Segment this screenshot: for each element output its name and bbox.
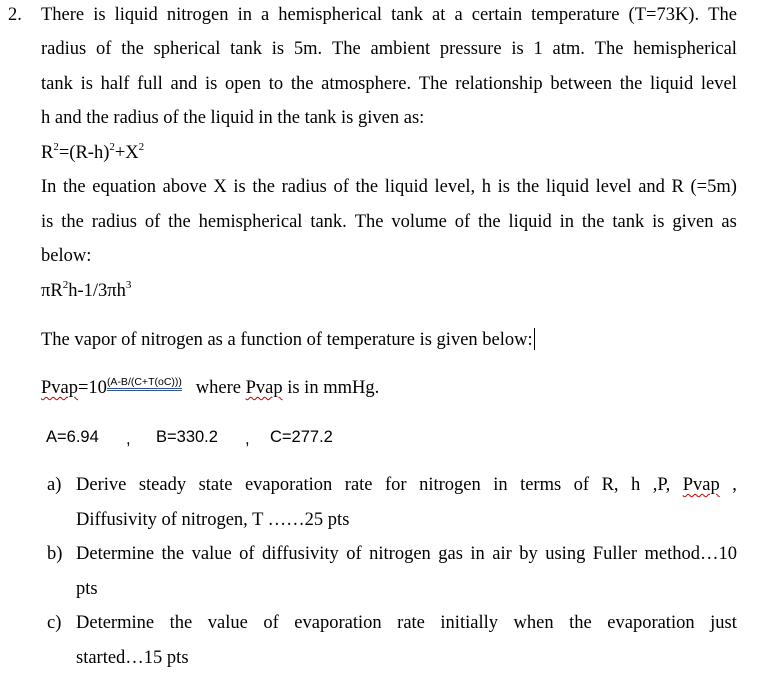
word: level (595, 177, 632, 197)
word: Determine (76, 613, 155, 633)
pvap-exponent: (A-B/(C+T(oC))) (106, 375, 182, 388)
part-c-line-1 (76, 611, 737, 635)
intro-line-4: h and the radius of the liquid in the tank is given as: (41, 108, 425, 128)
word: atmosphere. (321, 74, 412, 94)
word: spherical (153, 39, 221, 59)
word: The (594, 39, 624, 59)
word: of (333, 177, 349, 197)
word: nitrogen (166, 5, 229, 25)
word: air (492, 544, 512, 564)
pvap-symbol: Pvap (41, 378, 78, 398)
word: tank (391, 5, 423, 25)
word: just (710, 613, 737, 633)
word: tank (612, 212, 645, 232)
word: Determine (76, 544, 155, 564)
word: initially (440, 613, 498, 633)
word: value (191, 544, 232, 564)
intro-line-2 (41, 37, 737, 61)
word: a (261, 5, 270, 25)
constant-c: C=277.2 (270, 428, 333, 446)
word: (=5m) (690, 177, 737, 197)
word: is (497, 177, 510, 197)
word: liquid (114, 5, 158, 25)
word: gas (438, 544, 463, 564)
word: hemispherical (198, 212, 303, 232)
word: R, (601, 475, 619, 495)
word: atm. (552, 39, 585, 59)
vapor-intro[interactable] (41, 328, 535, 352)
word: and (638, 177, 665, 197)
part-b-line-2: pts (76, 579, 98, 599)
word: Fuller (592, 544, 637, 564)
word: level, (434, 177, 476, 197)
word: tank (230, 39, 263, 59)
word: half (100, 74, 130, 94)
word: the (355, 177, 379, 197)
pvap-equation: $Pvap=10^{(A-B/(C+T(oC)))}$ where Pvap is in mmHg. (41, 375, 380, 398)
word: a (454, 5, 463, 25)
explain-line-3: below: (41, 246, 92, 266)
word: is (271, 39, 285, 59)
word: the (619, 74, 643, 94)
word: relationship (455, 74, 543, 94)
word: liquid (508, 212, 552, 232)
word: steady (138, 475, 187, 495)
constant-sep-1: , (126, 430, 131, 448)
word: (T=73K). (628, 5, 700, 25)
word: liquid (650, 74, 694, 94)
part-b-label: b) (47, 544, 63, 564)
word: The (418, 74, 448, 94)
word: using (545, 544, 586, 564)
word: temperature (531, 5, 620, 25)
word: to (268, 74, 284, 94)
word: of (346, 544, 362, 564)
word: , (732, 475, 737, 495)
word: the (569, 613, 592, 633)
word: 1 (533, 39, 543, 59)
word: liquid (384, 177, 428, 197)
word: is (511, 39, 524, 59)
word: state (198, 475, 233, 495)
word: hemispherical (278, 5, 383, 25)
word: the (581, 212, 605, 232)
word: is (204, 74, 218, 94)
constant-sep-2: , (245, 430, 250, 448)
word: of (144, 212, 161, 232)
word: R (671, 177, 684, 197)
word: Pvap (682, 475, 720, 495)
word: the (290, 74, 314, 94)
word: In (41, 177, 57, 197)
word: diffusivity (262, 544, 339, 564)
part-a-line-1 (76, 473, 737, 497)
word: the (63, 177, 86, 197)
word: the (121, 39, 144, 59)
word: the (169, 613, 193, 633)
word: The (354, 212, 384, 232)
problem-number: 2. (8, 5, 22, 25)
word: of (573, 475, 590, 495)
word: X (213, 177, 227, 197)
word: liquid (545, 177, 589, 197)
word: in (493, 475, 508, 495)
word: terms (520, 475, 562, 495)
word: by (519, 544, 538, 564)
word: nitrogen (419, 475, 481, 495)
explain-line-2 (41, 210, 737, 234)
explain-line-1 (41, 175, 737, 199)
word: of (263, 613, 279, 633)
word: the (516, 177, 540, 197)
word: between (550, 74, 612, 94)
word: Derive (76, 475, 127, 495)
word: in (470, 544, 485, 564)
word: in (237, 5, 252, 25)
word: above (162, 177, 207, 197)
word: for (385, 475, 407, 495)
intro-line-1 (41, 3, 737, 27)
word: at (432, 5, 446, 25)
word: The (331, 39, 361, 59)
word: when (513, 613, 554, 633)
word: the (478, 212, 501, 232)
word: the (168, 212, 191, 232)
word: The (708, 5, 737, 25)
word: evaporation (244, 475, 333, 495)
word: full (137, 74, 163, 94)
word: level (700, 74, 737, 94)
word: equation (92, 177, 156, 197)
pvap-symbol-2: Pvap (245, 378, 283, 398)
word: and (170, 74, 198, 94)
part-a-line-2: Diffusivity of nitrogen, T ……25 pts (76, 510, 350, 530)
word: given (672, 212, 714, 232)
word: the (161, 544, 185, 564)
vapor-intro-text: The vapor of nitrogen as a function of temperature is given below: (41, 330, 533, 350)
word: volume (391, 212, 447, 232)
equation-volume: $\pi R^2h-1/3\pi h^3$ (41, 278, 132, 301)
word: value (207, 613, 248, 633)
word: radius (91, 212, 137, 232)
word: is (80, 74, 93, 94)
text-cursor (534, 328, 535, 350)
word: h (481, 177, 491, 197)
word: the (61, 212, 84, 232)
word: open (225, 74, 262, 94)
word: ,P, (652, 475, 671, 495)
word: evaporation (607, 613, 695, 633)
word: method…10 (644, 544, 737, 564)
word: rate (397, 613, 425, 633)
word: h (631, 475, 641, 495)
word: radius (281, 177, 327, 197)
equation-circle: $R^2=(R-h)^2+X^2$ (41, 140, 145, 163)
word: evaporation (294, 613, 382, 633)
word: There (41, 5, 85, 25)
word: of (96, 39, 112, 59)
word: is (652, 212, 665, 232)
part-b-line-1 (76, 542, 737, 566)
word: of (239, 544, 255, 564)
part-c-line-2: started…15 pts (76, 648, 189, 668)
word: tank (41, 74, 73, 94)
word: the (252, 177, 275, 197)
intro-line-3 (41, 72, 737, 96)
word: is (233, 177, 246, 197)
word: is (41, 212, 54, 232)
word: in (559, 212, 574, 232)
word: as (721, 212, 737, 232)
part-a-label: a) (47, 475, 62, 495)
constant-b: B=330.2 (156, 428, 218, 446)
constant-a: A=6.94 (46, 428, 99, 446)
part-c-label: c) (47, 613, 62, 633)
word: tank. (310, 212, 347, 232)
word: radius (41, 39, 87, 59)
word: is (93, 5, 106, 25)
word: 5m. (293, 39, 323, 59)
word: ambient (370, 39, 431, 59)
word: of (454, 212, 471, 232)
word: hemispherical (633, 39, 737, 59)
word: nitrogen (369, 544, 431, 564)
word: rate (344, 475, 373, 495)
word: pressure (439, 39, 502, 59)
word: certain (471, 5, 523, 25)
